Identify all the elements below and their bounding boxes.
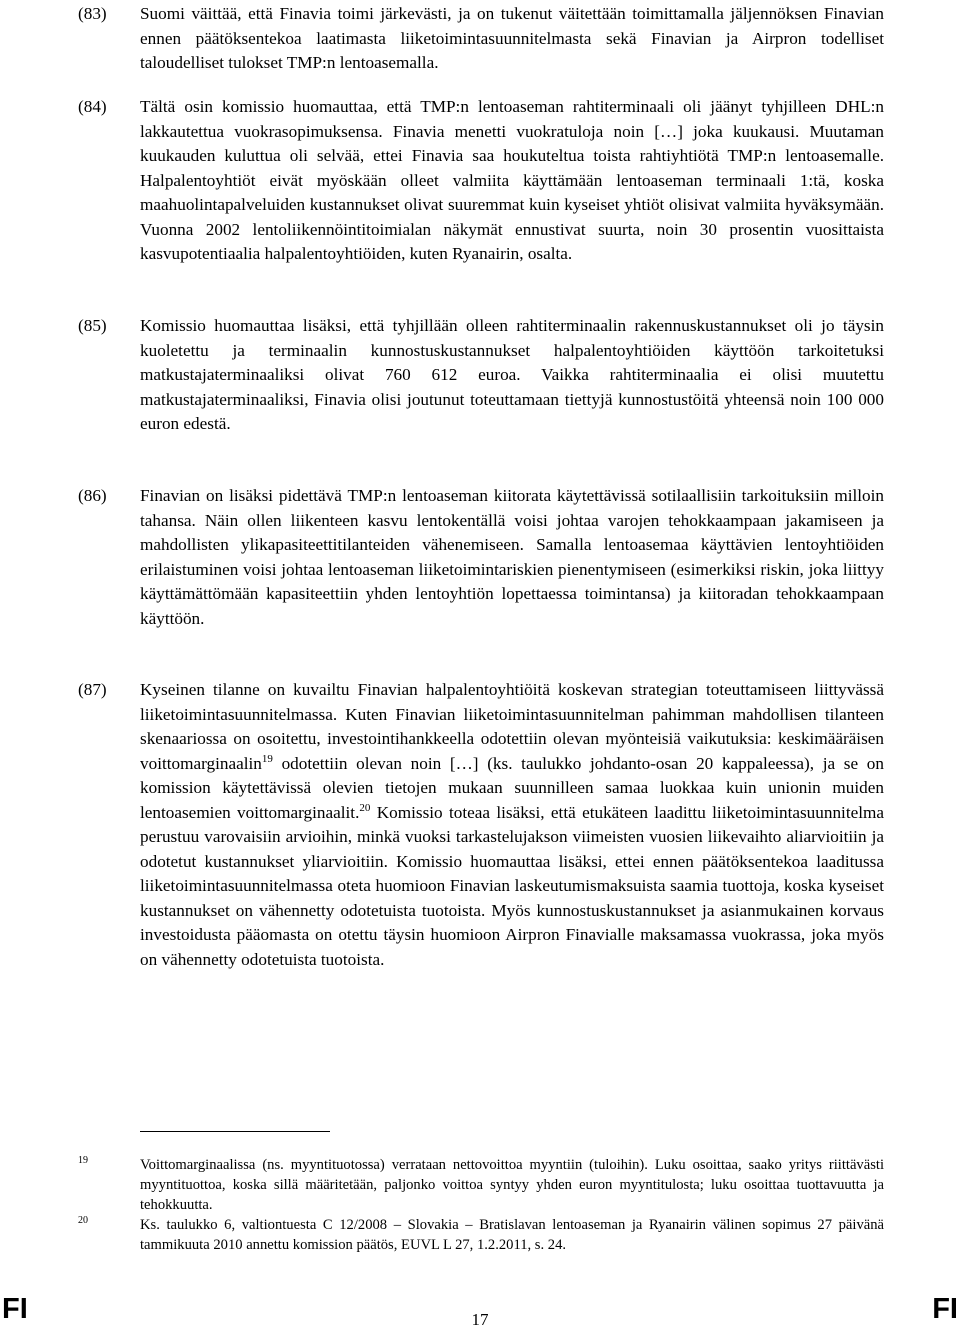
footnote-ref-20[interactable]: 20 xyxy=(359,801,371,814)
paragraph-86 xyxy=(78,484,884,631)
footnote-text: Ks. taulukko 6, valtiontuesta C 12/2008 – Slovakia – Bratislavan lentoaseman ja Ryanairin välinen sopimus 27 päivänä tammikuuta 2010 annettu komission päätös, EUVL L 27, 1.2.2011, s. 24. xyxy=(140,1217,884,1253)
paragraph-text: Finavian on lisäksi pidettävä TMP:n lentoaseman kiitorata käytettävissä sotilaallisiin tarkoituksiin milloin tahansa. Näin ollen liikenteen kasvu lentokentällä voisi johtaa varojen tehokkaampaan jakamiseen ja mahdollisten ylikapasiteettitilanteiden vähenemiseen. Samalla lentoasemaa käyttävien lentoyhtiöiden erilaistuminen voisi johtaa lentoaseman liiketoimintariskien pienentymiseen (esimerkiksi riskin, joka liittyy käyttämättömään kapasiteettiin yhden lentoyhtiön lopettaessa toimintansa) ja kiitoradan tehokkaampaan käyttöön. xyxy=(140,486,884,628)
paragraph-text xyxy=(140,678,884,972)
footer-language-right: FI xyxy=(932,1293,958,1325)
paragraph-84 xyxy=(78,95,884,267)
paragraph-text: Tältä osin komissio huomauttaa, että TMP:n lentoaseman rahtiterminaali oli jäänyt tyhjilleen DHL:n lakkautettua vuokrasopimuksensa. Finavia menetti vuokratuloja noin […] joka kuukausi. Muutaman kuukauden kuluttua oli selvää, ettei Finavia saa houkuteltua toista rahtiyhtiötä TMP:n lentoasemalle. Halpalentoyhtiöt eivät myöskään olleet valmiita käyttämään lentoaseman terminaali 1:tä, koska maahuolintapalveluiden kustannukset olivat suuremmat kuin kyseiset yhtiöt olisivat valmiita hyväksymään. Vuonna 2002 lentoliikennöintitoimialan näkymät ennustivat suurta, noin 30 prosentin vuosittaista kasvupotentiaalia halpalentoyhtiöiden, kuten Ryanairin, osalta. xyxy=(140,97,884,263)
paragraph-87 xyxy=(78,678,884,972)
paragraph-83 xyxy=(78,2,884,76)
footnote-number: 20 xyxy=(78,1215,88,1226)
paragraph-number: (85) xyxy=(78,316,107,335)
paragraph-text-part: odotettiin olevan noin […] (ks. taulukko johdanto-osan 20 kappaleessa), ja se on komission käytettävissä olevien tietojen mukaan suunnilleen samaa luokkaa kuin unionin muiden lentoasemien voittomarginaalit. xyxy=(140,753,884,822)
paragraph-number: (83) xyxy=(78,4,107,23)
paragraph-number: (87) xyxy=(78,680,107,699)
paragraph-text-part: Komissio toteaa lisäksi, että etukäteen laadittu liiketoimintasuunnitelma perustuu varovaisiin arvioihin, minkä vuoksi tarkastelujakson viimeisten vuosien liikevaihto aliarvioitiin ja odotetut kustannukset yliarvioitiin. Komissio huomauttaa lisäksi, ettei ennen päätöksentekoa laaditussa liiketoimintasuunnitelmassa oteta huomioon Finavian laskeutumismaksuista saamia tuottoja, koska kyseiset kustannukset on vähennetty odotetuista tuotoista. Myös kunnostuskustannukset ja asianmukainen korvaus investoidusta pääomasta on otettu täysin huomioon Airpron Finavialle maksamassa vuokrassa, joka myös on vähennetty odotetuista tuotoista. xyxy=(140,802,884,969)
footnote-number: 19 xyxy=(78,1155,88,1166)
paragraph-text: Komissio huomauttaa lisäksi, että tyhjillään olleen rahtiterminaalin rakennuskustannukset oli jo täysin kuoletettu ja terminaalin kunnostuskustannukset halpalentoyhtiöiden käyttöön tarkoitetuksi matkustajaterminaaliksi olivat 760 612 euroa. Vaikka rahtiterminaalia ei olisi muutettu matkustajaterminaaliksi, Finavia olisi joutunut toteuttamaan tiettyjä kunnostustöitä yhteensä noin 100 000 euron edestä. xyxy=(140,316,884,433)
paragraph-text-part: Kyseinen tilanne on kuvailtu Finavian halpalentoyhtiöitä koskevan strategian toteuttamiseen liittyvässä liiketoimintasuunnitelmassa. Kuten Finavian liiketoimintasuunnitelman pahimman mahdollisen tilanteen skenaariossa on osoitettu, investointihankkeella odotettiin olevan myönteisiä vaikutuksia: keskimääräisen voittomarginaalin xyxy=(140,680,884,773)
footnote-19 xyxy=(78,1155,884,1215)
footer-language-left: FI xyxy=(2,1293,28,1325)
footnote-text: Voittomarginaalissa (ns. myyntituotossa) verrataan nettovoittoa myyntiin (tuloihin). Luku osoittaa, saako yritys riittävästi myyntituottoa, koska sillä määritetään, paljonko voittoa syntyy yhden euron myyntitulosta; luku osoittaa tuottavuutta ja tehokkuutta. xyxy=(140,1157,884,1213)
paragraph-number: (86) xyxy=(78,486,107,505)
page-number: 17 xyxy=(471,1310,489,1329)
paragraph-85 xyxy=(78,314,884,437)
footnote-ref-19[interactable]: 19 xyxy=(261,752,273,765)
footnote-separator xyxy=(140,1131,330,1132)
paragraph-text: Suomi väittää, että Finavia toimi järkevästi, ja on tukenut väitettään toimittamalla jäljennöksen Finavian ennen päätöksentekoa laatimasta liiketoimintasuunnitelmasta sekä Finavian ja Airpron todelliset taloudelliset tulokset TMP:n lentoasemalla. xyxy=(140,4,884,72)
paragraph-number: (84) xyxy=(78,97,107,116)
footnote-20 xyxy=(78,1215,884,1255)
